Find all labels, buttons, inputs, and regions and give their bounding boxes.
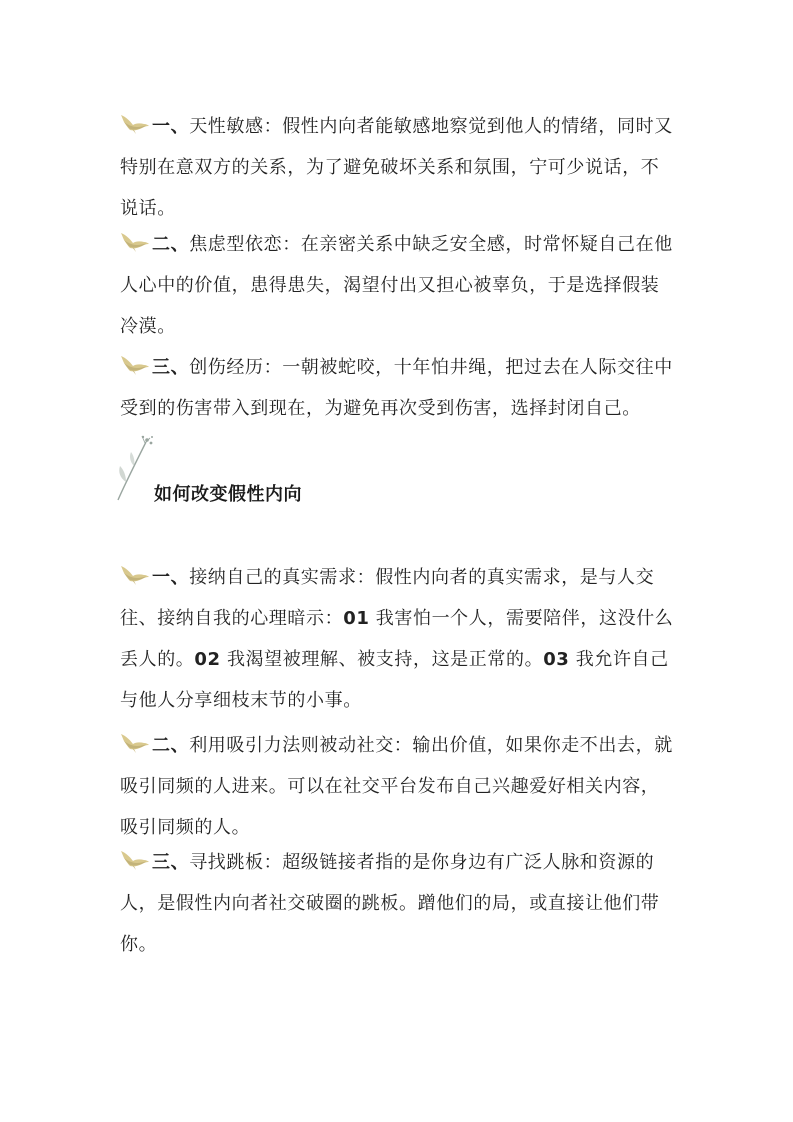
swallow-icon xyxy=(120,849,150,871)
intro-item-2 xyxy=(120,224,676,347)
item-text: 我渴望被理解、被支持，这是正常的。 xyxy=(220,649,544,670)
change-item-2 xyxy=(120,725,676,848)
change-item-1 xyxy=(120,557,676,721)
change-item-3 xyxy=(120,842,676,965)
item-text: 我害怕一个人，需要陪伴，这没什么丢人的。 xyxy=(120,608,674,670)
item-text: 寻找跳板：超级链接者指的是你身边有广泛人脉和资源的人，是假性内向者社交破圈的跳板。蹭他们的局，或直接让他们带你。 xyxy=(120,852,660,955)
item-head: 三、 xyxy=(152,852,190,873)
section-title: 如何改变假性内向 xyxy=(154,484,302,505)
swallow-icon xyxy=(120,732,150,754)
sprig-icon xyxy=(112,432,160,504)
item-text: 天性敏感：假性内向者能敏感地察觉到他人的情绪，同时又特别在意双方的关系，为了避免破坏关系和氛围，宁可少说话，不说话。 xyxy=(120,116,673,219)
item-number: 02 xyxy=(194,649,221,670)
item-text: 焦虑型依恋：在亲密关系中缺乏安全感，时常怀疑自己在他人心中的价值，患得患失，渴望付出又担心被辜负，于是选择假装冷漠。 xyxy=(120,234,673,337)
intro-item-3 xyxy=(120,347,676,429)
item-text: 创伤经历：一朝被蛇咬，十年怕井绳，把过去在人际交往中受到的伤害带入到现在，为避免再次受到伤害，选择封闭自己。 xyxy=(120,357,673,419)
item-number: 01 xyxy=(343,608,370,629)
item-text: 接纳自己的真实需求：假性内向者的真实需求，是与人交往、接纳自我的心理暗示： xyxy=(120,567,655,629)
swallow-icon xyxy=(120,231,150,253)
item-head: 二、 xyxy=(152,735,190,756)
item-head: 一、 xyxy=(152,116,190,137)
item-text: 我允许自己与他人分享细枝末节的小事。 xyxy=(120,649,669,711)
item-text: 利用吸引力法则被动社交：输出价值，如果你走不出去，就吸引同频的人进来。可以在社交平台发布自己兴趣爱好相关内容，吸引同频的人。 xyxy=(120,735,673,838)
item-head: 二、 xyxy=(152,234,190,255)
item-number: 03 xyxy=(543,649,570,670)
intro-item-1 xyxy=(120,106,676,229)
item-head: 三、 xyxy=(152,357,190,378)
swallow-icon xyxy=(120,564,150,586)
swallow-icon xyxy=(120,354,150,376)
item-head: 一、 xyxy=(152,567,190,588)
swallow-icon xyxy=(120,113,150,135)
